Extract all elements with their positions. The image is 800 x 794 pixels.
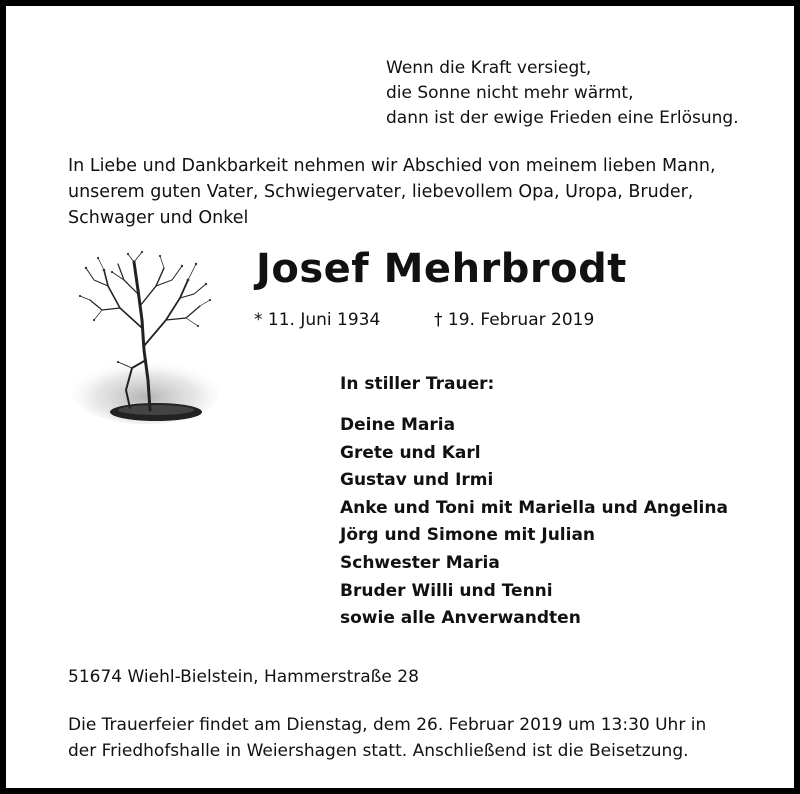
list-item: Schwester Maria [340,552,500,573]
funeral-line: Die Trauerfeier findet am Dienstag, dem 26. Februar 2019 um 13:30 Uhr in [68,715,707,735]
intro-line: In Liebe und Dankbarkeit nehmen wir Abschied von meinem lieben Mann, [68,156,716,176]
list-item: Deine Maria [340,415,456,435]
list-item: Gustav und Irmi [340,470,494,491]
list-item: Bruder Willi und Tenni [340,580,553,601]
list-item: Jörg und Simone mit Julian [340,525,596,546]
tree-icon [68,250,218,430]
poem-line: dann ist der ewige Frieden eine Erlösung. [386,108,739,128]
list-item: Anke und Toni mit Mariella und Angelina [340,497,728,518]
mourners-heading: In stiller Trauer: [340,374,495,394]
poem [386,56,739,131]
death-date: † 19. Februar 2019 [434,310,595,330]
birth-date: * 11. Juni 1934 [254,310,381,330]
intro-line: Schwager und Onkel [68,208,249,228]
funeral-info [68,712,768,764]
poem-line: die Sonne nicht mehr wärmt, [386,83,634,103]
list-item: sowie alle Anverwandten [340,608,581,629]
intro-line: unserem guten Vater, Schwiegervater, liebevollem Opa, Uropa, Bruder, [68,182,694,202]
list-item: Grete und Karl [340,442,481,463]
funeral-line: der Friedhofshalle in Weiershagen statt. Anschließend ist die Beisetzung. [68,741,689,761]
address: 51674 Wiehl-Bielstein, Hammerstraße 28 [68,667,419,687]
deceased-name: Josef Mehrbrodt [256,246,627,292]
intro-text [68,153,758,231]
poem-line: Wenn die Kraft versiegt, [386,58,592,78]
mourners-list [340,412,728,633]
